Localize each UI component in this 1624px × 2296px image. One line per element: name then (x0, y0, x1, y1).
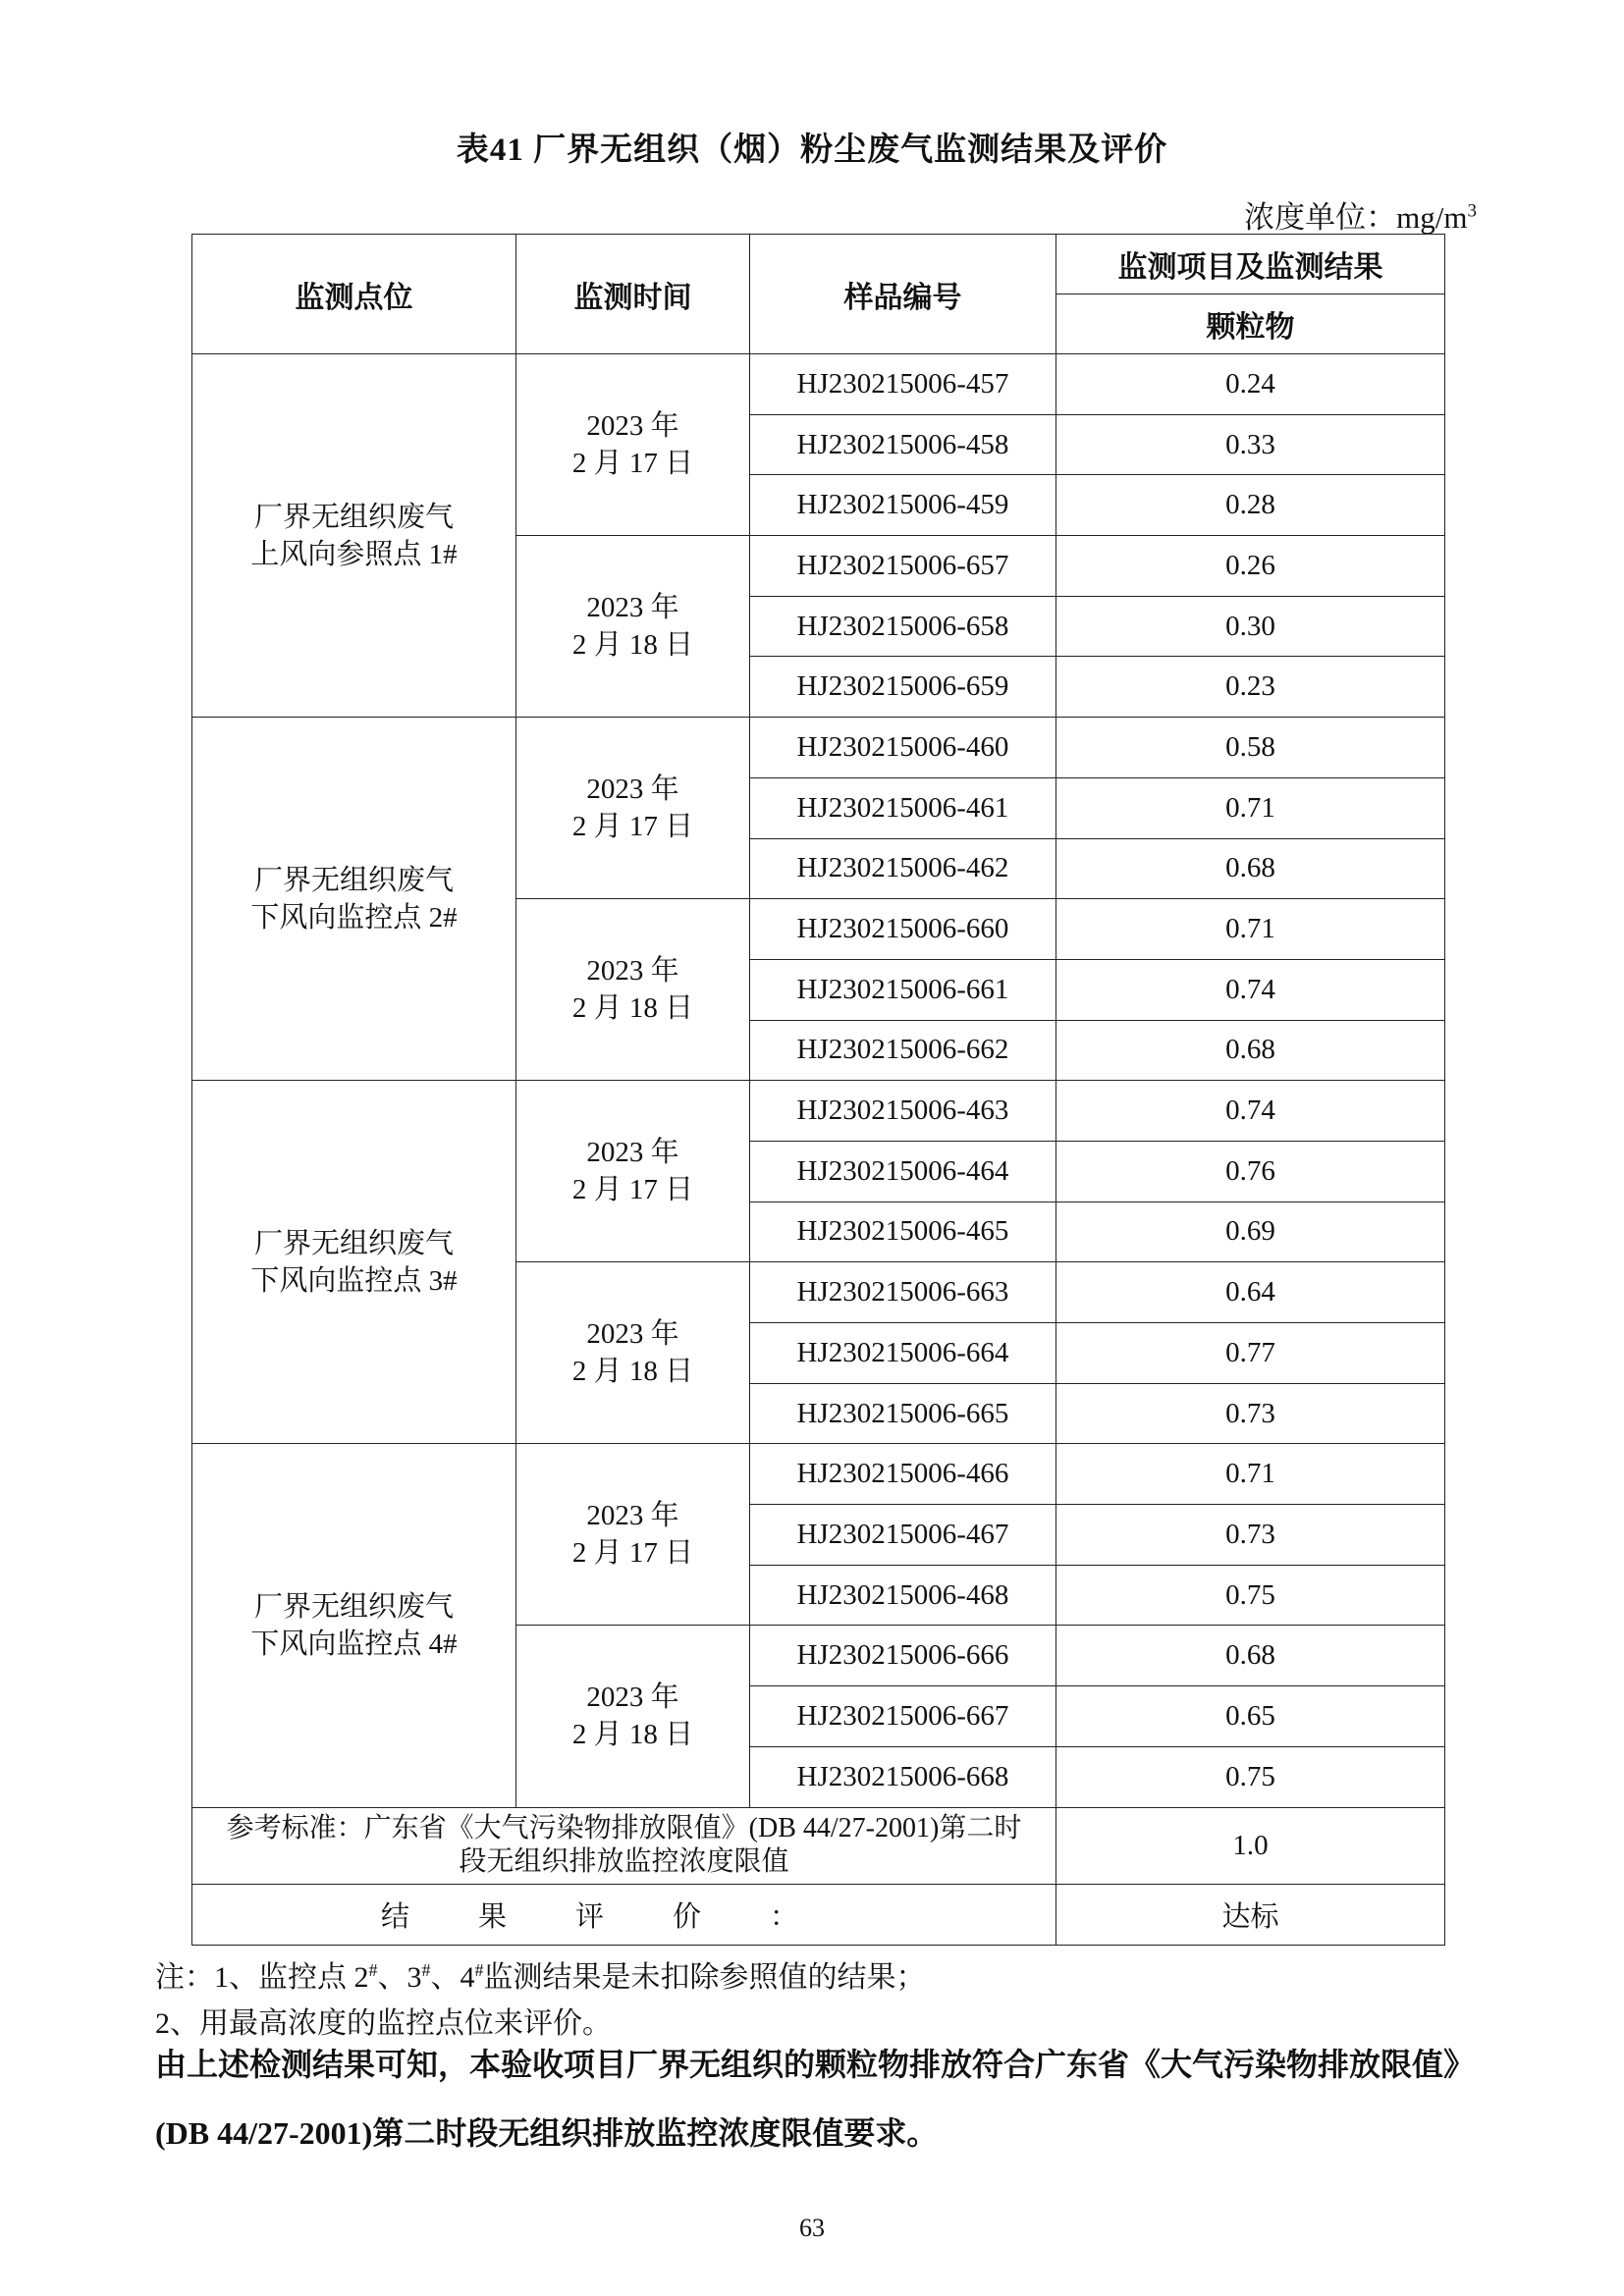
particulate-value-cell: 0.71 (1056, 899, 1445, 960)
unit-superscript: 3 (1467, 200, 1477, 222)
particulate-value-cell: 0.74 (1056, 959, 1445, 1020)
sample-id-cell: HJ230215006-666 (750, 1626, 1056, 1686)
particulate-value-cell: 0.33 (1056, 414, 1445, 475)
sample-id-cell: HJ230215006-468 (750, 1565, 1056, 1626)
note-1-text: 注：1、监控点 2#、3#、4#监测结果是未扣除参照值的结果； (155, 1960, 926, 1994)
monitoring-date: 2 月 18 日 (571, 1719, 694, 1751)
monitoring-point-line-1: 厂界无组织废气 (253, 1227, 454, 1259)
particulate-value-cell: 0.28 (1056, 475, 1445, 536)
monitoring-point-cell (192, 1444, 516, 1807)
monitoring-date: 2 月 17 日 (571, 1174, 694, 1206)
sample-id-cell: HJ230215006-668 (750, 1746, 1056, 1807)
evaluation-value: 达标 (1056, 1884, 1445, 1945)
particulate-value-cell: 0.23 (1056, 657, 1445, 718)
monitoring-point-line-2: 上风向参照点 1# (250, 538, 458, 570)
page-number: 63 (799, 2214, 825, 2242)
sample-id-cell: HJ230215006-464 (750, 1141, 1056, 1201)
conclusion-paragraph: 由上述检测结果可知，本验收项目厂界无组织的颗粒物排放符合广东省《大气污染物排放限值》(DB 44/27-2001)第二时段无组织排放监控浓度限值要求。 (155, 2047, 1476, 2151)
sample-id-cell: HJ230215006-662 (750, 1020, 1056, 1081)
monitoring-date-cell (516, 354, 750, 536)
particulate-value-cell: 0.30 (1056, 596, 1445, 657)
sample-id-cell: HJ230215006-463 (750, 1081, 1056, 1142)
table-title: 表41 厂界无组织（烟）粉尘废气监测结果及评价 (456, 133, 1168, 168)
reference-limit-value: 1.0 (1056, 1807, 1445, 1884)
monitoring-date-cell (516, 899, 750, 1081)
particulate-value-cell: 0.26 (1056, 536, 1445, 597)
reference-line-2: 段无组织排放监控浓度限值 (459, 1846, 789, 1877)
particulate-value-cell: 0.65 (1056, 1686, 1445, 1747)
reference-line-1: 参考标准：广东省《大气污染物排放限值》(DB 44/27-2001)第二时 (226, 1813, 1022, 1843)
table-row (192, 354, 1445, 415)
monitoring-year: 2023 年 (586, 955, 679, 988)
sample-id-cell: HJ230215006-467 (750, 1505, 1056, 1566)
sample-id-cell: HJ230215006-460 (750, 718, 1056, 778)
sample-id-cell: HJ230215006-466 (750, 1444, 1056, 1505)
monitoring-point-line-1: 厂界无组织废气 (253, 501, 454, 533)
monitoring-point-line-2: 下风向监控点 4# (250, 1628, 458, 1660)
monitoring-year: 2023 年 (586, 774, 679, 806)
sample-id-cell: HJ230215006-667 (750, 1686, 1056, 1747)
sample-id-cell: HJ230215006-462 (750, 838, 1056, 899)
evaluation-label: 结果评价： (192, 1884, 1056, 1945)
sample-id-cell: HJ230215006-658 (750, 596, 1056, 657)
header-item: 颗粒物 (1056, 294, 1445, 354)
monitoring-date-cell (516, 536, 750, 718)
sample-id-cell: HJ230215006-459 (750, 475, 1056, 536)
monitoring-date: 2 月 17 日 (571, 1537, 694, 1570)
table-body (192, 354, 1445, 1808)
monitoring-point-line-1: 厂界无组织废气 (253, 1590, 454, 1623)
particulate-value-cell: 0.68 (1056, 1020, 1445, 1081)
monitoring-year: 2023 年 (586, 1137, 679, 1169)
particulate-value-cell: 0.69 (1056, 1201, 1445, 1262)
unit-text: 浓度单位：mg/m (1244, 200, 1468, 235)
table-row (192, 1444, 1445, 1505)
particulate-value-cell: 0.75 (1056, 1746, 1445, 1807)
sample-id-cell: HJ230215006-458 (750, 414, 1056, 475)
monitoring-point-line-1: 厂界无组织废气 (253, 864, 454, 896)
table-row (192, 1081, 1445, 1142)
particulate-value-cell: 0.73 (1056, 1383, 1445, 1444)
monitoring-date: 2 月 17 日 (571, 448, 694, 480)
monitoring-date: 2 月 18 日 (571, 629, 694, 662)
header-item-group: 监测项目及监测结果 (1056, 235, 1445, 294)
header-point: 监测点位 (192, 235, 516, 354)
monitoring-point-line-2: 下风向监控点 3# (250, 1264, 458, 1297)
monitoring-year: 2023 年 (586, 1500, 679, 1532)
monitoring-year: 2023 年 (586, 1318, 679, 1351)
sample-id-cell: HJ230215006-461 (750, 777, 1056, 838)
note-2: 2、用最高浓度的监控点位来评价。 (155, 2007, 612, 2040)
sample-id-cell: HJ230215006-657 (750, 536, 1056, 597)
monitoring-date-cell (516, 1081, 750, 1262)
sample-id-cell: HJ230215006-465 (750, 1201, 1056, 1262)
note-1 (155, 1948, 926, 2001)
monitoring-point-cell (192, 1081, 516, 1444)
monitoring-date: 2 月 18 日 (571, 992, 694, 1025)
particulate-value-cell: 0.76 (1056, 1141, 1445, 1201)
table-row (192, 718, 1445, 778)
particulate-value-cell: 0.73 (1056, 1505, 1445, 1566)
particulate-value-cell: 0.68 (1056, 838, 1445, 899)
unit-label (1244, 192, 1477, 237)
particulate-value-cell: 0.71 (1056, 1444, 1445, 1505)
monitoring-point-cell (192, 718, 516, 1081)
monitoring-date-cell (516, 1626, 750, 1807)
header-time: 监测时间 (516, 235, 750, 354)
monitoring-point-cell (192, 354, 516, 718)
sample-id-cell: HJ230215006-660 (750, 899, 1056, 960)
monitoring-year: 2023 年 (586, 410, 679, 443)
particulate-value-cell: 0.74 (1056, 1081, 1445, 1142)
particulate-value-cell: 0.71 (1056, 777, 1445, 838)
monitoring-date-cell (516, 1262, 750, 1444)
particulate-value-cell: 0.77 (1056, 1323, 1445, 1384)
sample-id-cell: HJ230215006-661 (750, 959, 1056, 1020)
header-sample: 样品编号 (750, 235, 1056, 354)
reference-standard-cell (192, 1807, 1056, 1884)
particulate-value-cell: 0.24 (1056, 354, 1445, 415)
particulate-value-cell: 0.68 (1056, 1626, 1445, 1686)
sample-id-cell: HJ230215006-457 (750, 354, 1056, 415)
monitoring-year: 2023 年 (586, 592, 679, 624)
monitoring-date: 2 月 17 日 (571, 811, 694, 843)
particulate-value-cell: 0.58 (1056, 718, 1445, 778)
monitoring-year: 2023 年 (586, 1682, 679, 1714)
monitoring-date-cell (516, 1444, 750, 1626)
monitoring-date: 2 月 18 日 (571, 1356, 694, 1388)
sample-id-cell: HJ230215006-659 (750, 657, 1056, 718)
particulate-value-cell: 0.75 (1056, 1565, 1445, 1626)
monitoring-results-table (191, 234, 1445, 1946)
particulate-value-cell: 0.64 (1056, 1262, 1445, 1323)
sample-id-cell: HJ230215006-665 (750, 1383, 1056, 1444)
monitoring-date-cell (516, 718, 750, 899)
sample-id-cell: HJ230215006-664 (750, 1323, 1056, 1384)
monitoring-point-line-2: 下风向监控点 2# (250, 901, 458, 934)
sample-id-cell: HJ230215006-663 (750, 1262, 1056, 1323)
